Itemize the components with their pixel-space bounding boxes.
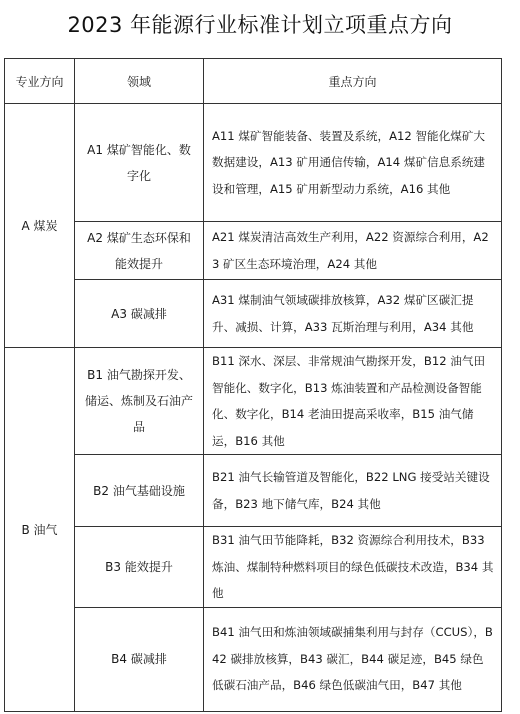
standards-table <box>4 58 502 712</box>
table-row <box>5 280 502 348</box>
page-title: 2023 年能源行业标准计划立项重点方向 <box>67 13 453 37</box>
focus-cell: B21 油气长输管道及智能化，B22 LNG 接受站关键设备，B23 地下储气库，B24 其他 <box>204 455 502 527</box>
table-row <box>5 607 502 711</box>
focus-cell: B11 深水、深层、非常规油气勘探开发，B12 油气田智能化、数字化，B13 炼油装置和产品检测设备智能化、数字化，B14 老油田提高采收率，B15 油气储运，B16 其他 <box>204 348 502 455</box>
field-cell: B4 碳减排 <box>75 607 204 711</box>
field-cell: A1 煤矿智能化、数字化 <box>75 104 204 222</box>
focus-cell: A21 煤炭清洁高效生产利用，A22 资源综合利用，A23 矿区生态环境治理，A24 其他 <box>204 222 502 280</box>
field-cell: A3 碳减排 <box>75 280 204 348</box>
table-row <box>5 348 502 455</box>
focus-cell: A31 煤制油气领域碳排放核算，A32 煤矿区碳汇提升、减损、计算，A33 瓦斯治理与利用，A34 其他 <box>204 280 502 348</box>
focus-cell: B41 油气田和炼油领域碳捕集利用与封存（CCUS），B42 碳排放核算，B43 碳汇，B44 碳足迹，B45 绿色低碳石油产品，B46 绿色低碳油气田，B47 其他 <box>204 607 502 711</box>
table-row <box>5 222 502 280</box>
focus-cell: B31 油气田节能降耗，B32 资源综合利用技术，B33 炼油、煤制特种燃料项目的绿色低碳技术改造，B34 其他 <box>204 527 502 608</box>
category-coal: A 煤炭 <box>5 104 75 348</box>
focus-cell: A11 煤矿智能装备、装置及系统，A12 智能化煤矿大数据建设，A13 矿用通信传输，A14 煤矿信息系统建设和管理，A15 矿用新型动力系统，A16 其他 <box>204 104 502 222</box>
header-field: 领域 <box>75 59 204 104</box>
table-row <box>5 104 502 222</box>
header-major: 专业方向 <box>5 59 75 104</box>
field-cell: A2 煤矿生态环保和能效提升 <box>75 222 204 280</box>
field-cell: B3 能效提升 <box>75 527 204 608</box>
table-row <box>5 527 502 608</box>
table-header-row <box>5 59 502 104</box>
table-row <box>5 455 502 527</box>
header-focus: 重点方向 <box>204 59 502 104</box>
field-cell: B1 油气勘探开发、储运、炼制及石油产品 <box>75 348 204 455</box>
field-cell: B2 油气基础设施 <box>75 455 204 527</box>
category-oil-gas: B 油气 <box>5 348 75 712</box>
